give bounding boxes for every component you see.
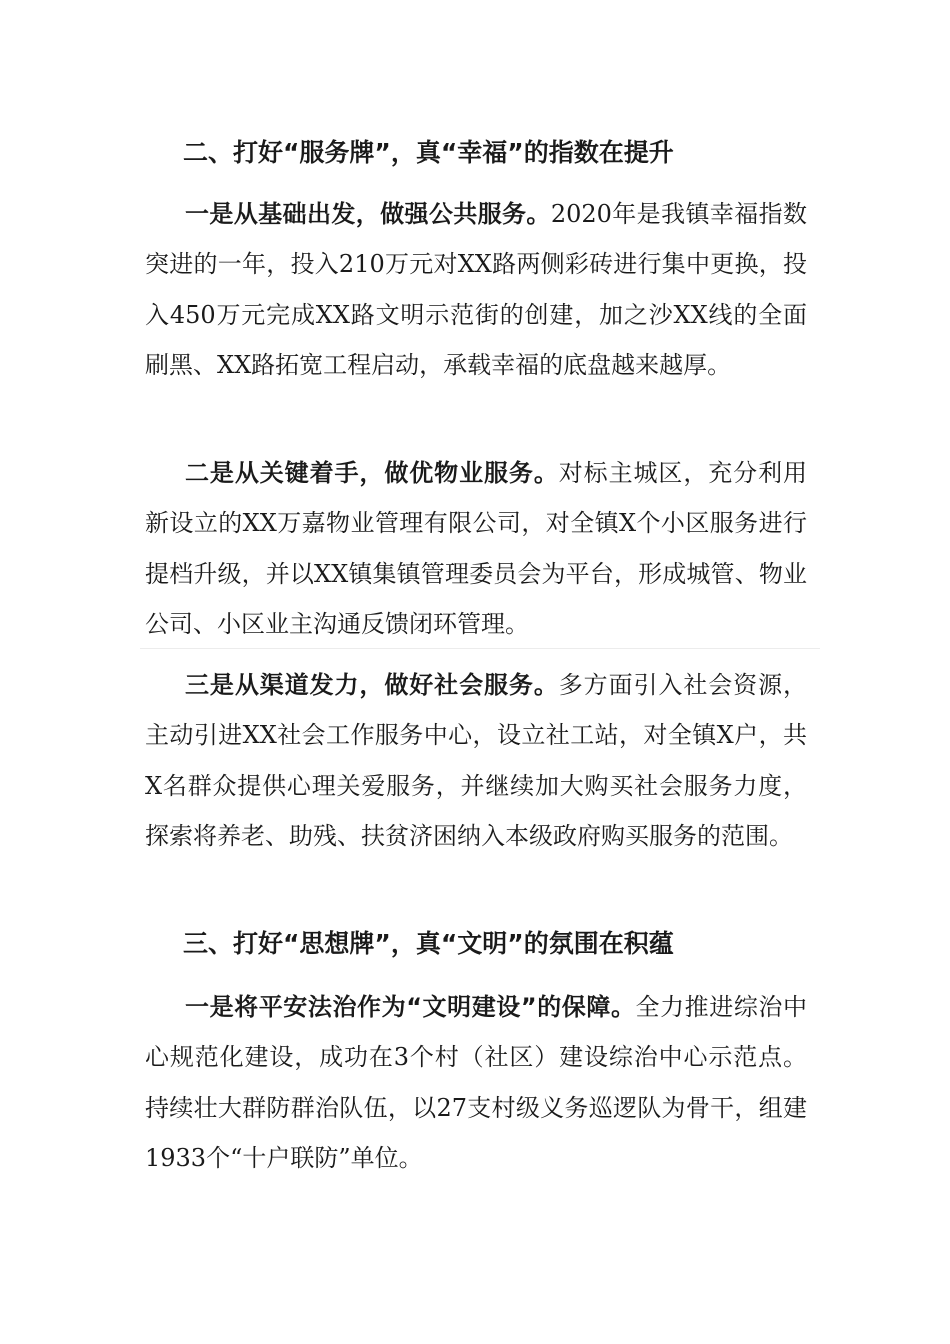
paragraph-lead: 一是将平安法治作为“文明建设”的保障。 (185, 993, 636, 1021)
paragraph-safety-law (145, 982, 807, 1183)
paragraph-lead: 三是从渠道发力，做好社会服务。 (185, 671, 559, 699)
divider (140, 648, 820, 649)
paragraph-body: 对标主城区，充分利用新设立的XX万嘉物业管理有限公司，对全镇X个小区服务进行提档升级，并以XX镇集镇管理委员会为平台，形成城管、物业公司、小区业主沟通反馈闭环管理。 (145, 459, 807, 638)
paragraph-social-service (145, 660, 807, 861)
paragraph-lead: 一是从基础出发，做强公共服务。 (185, 200, 551, 228)
paragraph-body: 2020年是我镇幸福指数突进的一年，投入210万元对XX路两侧彩砖进行集中更换，投入450万元完成XX路文明示范街的创建，加之沙XX线的全面刷黑、XX路拓宽工程启动，承载幸福的底盘越来越厚。 (145, 200, 808, 379)
paragraph-body: 多方面引入社会资源，主动引进XX社会工作服务中心，设立社工站，对全镇X户，共X名群众提供心理关爱服务，并继续加大购买社会服务力度，探索将养老、助残、扶贫济困纳入本级政府购买服务的范围。 (145, 671, 807, 850)
section-heading-civilization: 三、打好“思想牌”，真“文明”的氛围在积蕴 (183, 929, 674, 958)
paragraph-body: 全力推进综治中心规范化建设，成功在3个村（社区）建设综治中心示范点。持续壮大群防群治队伍，以27支村级义务巡逻队为骨干，组建1933个“十户联防”单位。 (145, 993, 807, 1172)
paragraph-public-service (145, 189, 807, 390)
paragraph-lead: 二是从关键着手，做优物业服务。 (185, 459, 559, 487)
section-heading-service: 二、打好“服务牌”，真“幸福”的指数在提升 (183, 138, 674, 167)
paragraph-property-service (145, 448, 807, 649)
